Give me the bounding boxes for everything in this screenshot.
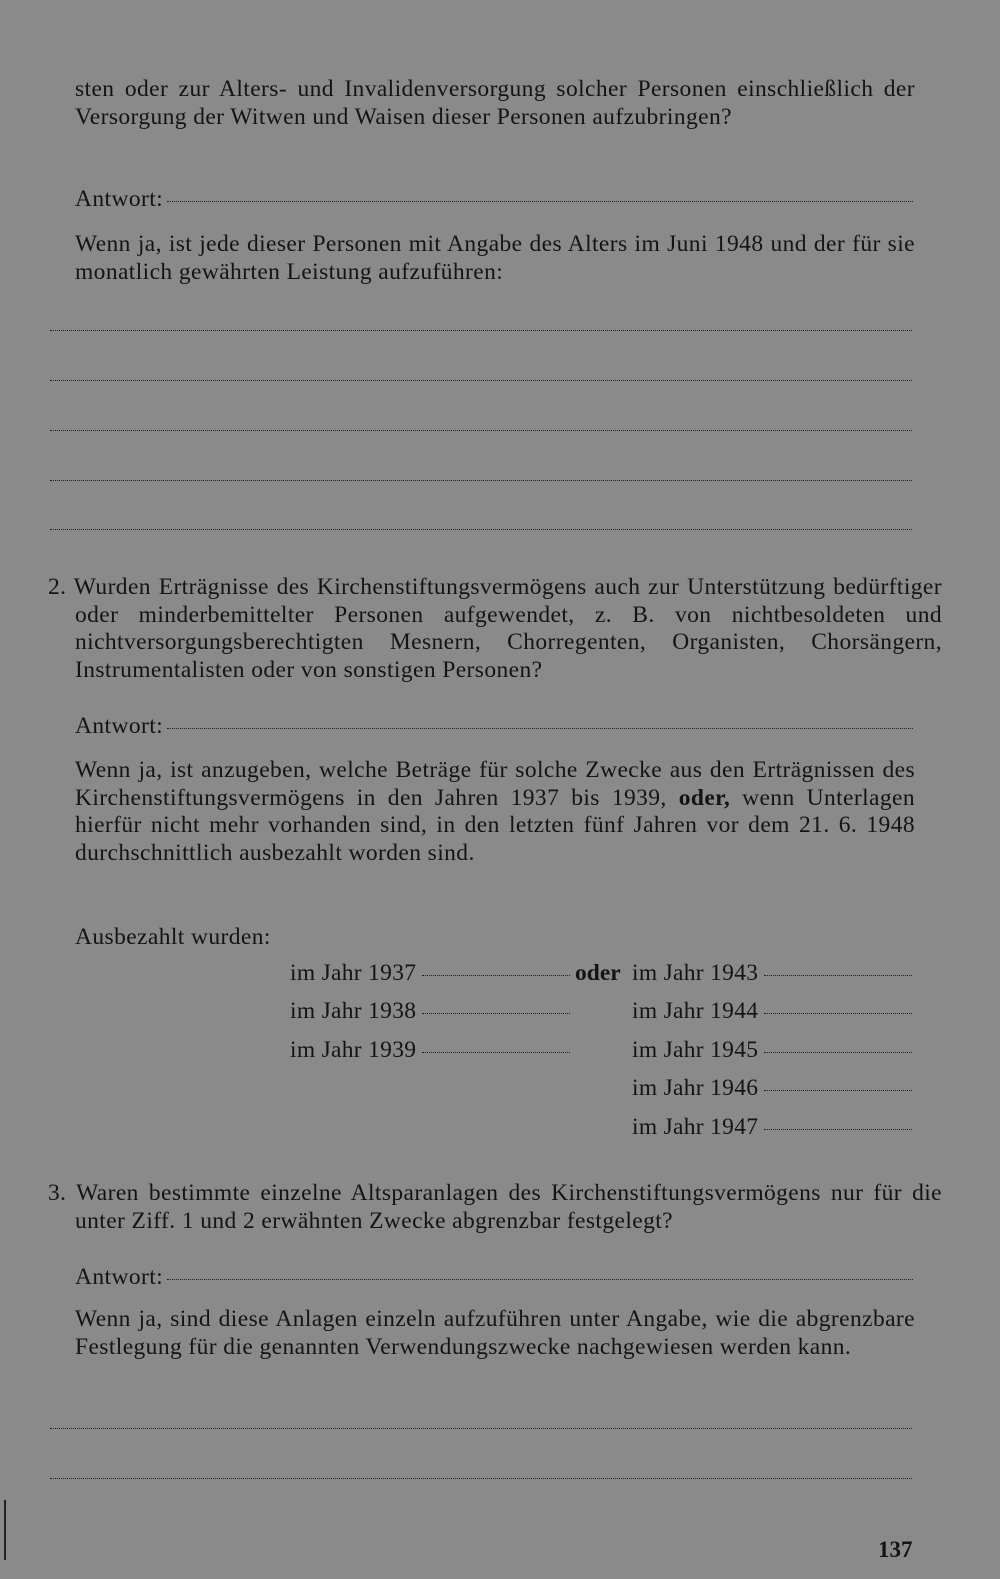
question-2-number: 2. (48, 574, 67, 600)
question-3-text: Waren bestimmte einzelne Altsparanlagen des Kirchenstiftungsvermögens nur für die unter Ziff. 1 und 2 erwähnten Zwecke abgrenzbar festgelegt? (75, 1180, 942, 1234)
year-label: im Jahr 1946 (632, 1075, 759, 1101)
year-label: im Jahr 1938 (290, 998, 417, 1024)
question-2-followup-part1: Wenn ja, ist anzugeben, welche Beträge für solche Zwecke aus den Erträgnissen des Kirchenstiftungsvermögens in den Jahren 1937 bis 1939, (75, 757, 915, 811)
year-label: im Jahr 1947 (632, 1114, 759, 1140)
year-dotted-line[interactable] (764, 975, 912, 976)
year-dotted-line[interactable] (764, 1013, 912, 1014)
page-number: 137 (878, 1537, 913, 1562)
q1-writing-line[interactable] (50, 480, 912, 481)
question-3-followup: Wenn ja, sind diese Anlagen einzeln aufzuführen unter Angabe, wie die abgrenzbare Festlegung für die genannten Verwendungszwecke nachgewiesen werden kann. (75, 1306, 915, 1360)
oder-label: oder (575, 960, 621, 986)
answer-2-field[interactable] (75, 713, 913, 740)
year-field-1947[interactable] (632, 1114, 912, 1141)
q1-writing-line[interactable] (50, 380, 912, 381)
q1-writing-line[interactable] (50, 330, 912, 331)
year-label: im Jahr 1944 (632, 998, 759, 1024)
question-3 (48, 1180, 942, 1235)
answer-1-field[interactable] (75, 186, 913, 213)
question-2-followup-oder: oder, (678, 784, 731, 811)
year-dotted-line[interactable] (764, 1129, 912, 1130)
answer-1-dotted-line[interactable] (167, 201, 913, 202)
question-2-followup (75, 757, 915, 867)
year-field-1937[interactable] (290, 960, 570, 987)
year-label: im Jahr 1939 (290, 1037, 417, 1063)
question-1-followup: Wenn ja, ist jede dieser Personen mit Angabe des Alters im Juni 1948 und der für sie monatlich gewährten Leistung aufzuführen: (75, 231, 915, 285)
year-dotted-line[interactable] (422, 1013, 570, 1014)
year-dotted-line[interactable] (422, 975, 570, 976)
answer-3-field[interactable] (75, 1264, 913, 1291)
question-3-number: 3. (48, 1180, 67, 1206)
q1-writing-line[interactable] (50, 529, 912, 530)
answer-3-dotted-line[interactable] (167, 1279, 913, 1280)
year-dotted-line[interactable] (764, 1090, 912, 1091)
answer-1-label: Antwort: (75, 186, 164, 212)
year-field-1938[interactable] (290, 998, 570, 1025)
year-field-1939[interactable] (290, 1037, 570, 1064)
q3-writing-line[interactable] (50, 1478, 912, 1479)
year-field-1943[interactable] (632, 960, 912, 987)
year-field-1945[interactable] (632, 1037, 912, 1064)
year-field-1944[interactable] (632, 998, 912, 1025)
intro-paragraph: sten oder zur Alters- und Invalidenversorgung solcher Personen einschließlich der Versorgung der Witwen und Waisen dieser Personen aufzubringen? (75, 76, 915, 130)
year-label: im Jahr 1945 (632, 1037, 759, 1063)
q1-writing-line[interactable] (50, 430, 912, 431)
year-label: im Jahr 1937 (290, 960, 417, 986)
year-label: im Jahr 1943 (632, 960, 759, 986)
paid-label: Ausbezahlt wurden: (75, 924, 271, 950)
answer-2-dotted-line[interactable] (167, 728, 913, 729)
q3-writing-line[interactable] (50, 1428, 912, 1429)
year-field-1946[interactable] (632, 1075, 912, 1102)
scan-edge-mark (4, 1500, 6, 1560)
question-2-followup-part2: wenn Unterlagen hierfür nicht mehr vorhanden sind, in den letzten fünf Jahren vor dem 21. 6. 1948 durchschnittlich ausbezahlt worden sind. (75, 784, 915, 866)
answer-3-label: Antwort: (75, 1264, 164, 1290)
year-dotted-line[interactable] (764, 1052, 912, 1053)
answer-2-label: Antwort: (75, 713, 164, 739)
question-2-text: Wurden Erträgnisse des Kirchenstiftungsvermögens auch zur Unterstützung bedürftiger oder minderbemittelter Personen aufgewendet, z. B. von nichtbesoldeten und nichtversorgungsberechtigten Mesnern, Chorregenten, Organisten, Chorsängern, Instrumentalisten oder von sonstigen Personen? (73, 574, 942, 683)
year-dotted-line[interactable] (422, 1052, 570, 1053)
question-2 (48, 574, 942, 684)
